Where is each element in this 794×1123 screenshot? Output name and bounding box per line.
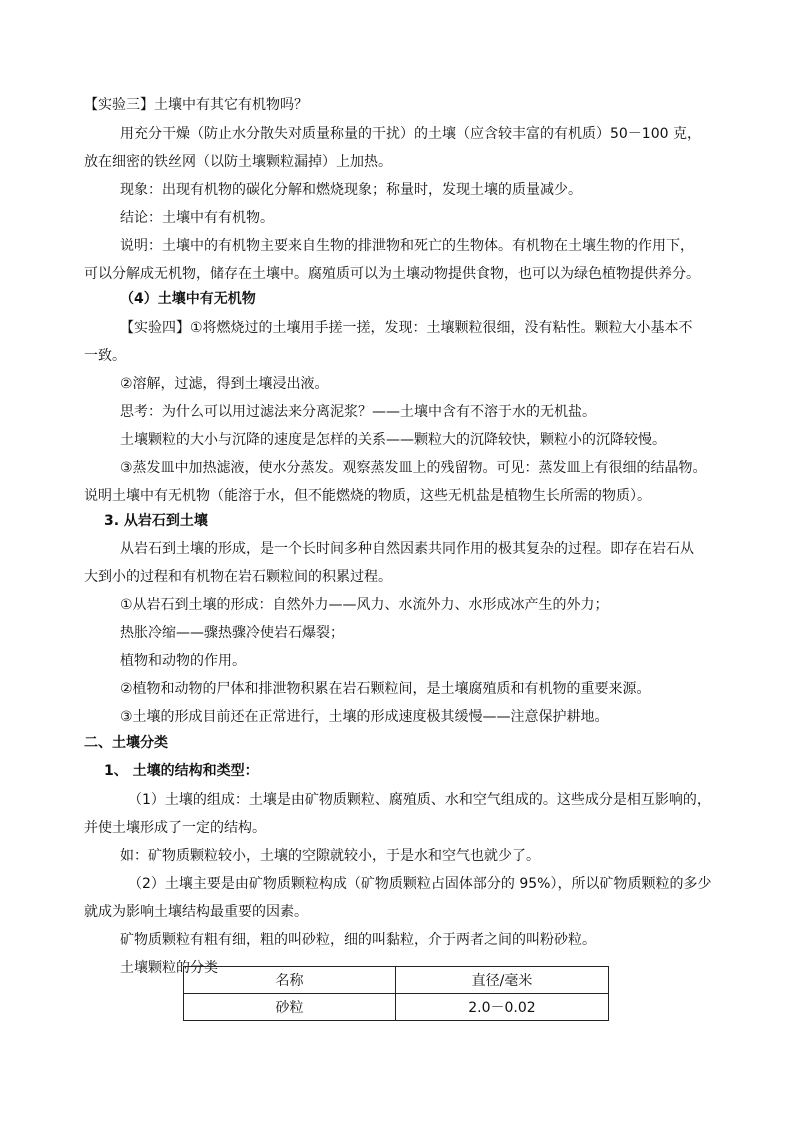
paragraph-line: （1）土壤的组成：土壤是由矿物质颗粒、腐殖质、水和空气组成的。这些成分是相互影响的，: [128, 792, 711, 808]
paragraph-line: 如：矿物质颗粒较小，土壤的空隙就较小，于是水和空气也就少了。: [120, 848, 540, 864]
paragraph-line: 并使土壤形成了一定的结构。: [84, 820, 266, 836]
paragraph-line: 思考：为什么可以用过滤法来分离泥浆？——土壤中含有不溶于水的无机盐。: [120, 404, 596, 420]
table-cell: 2.0－0.02: [395, 994, 608, 1021]
table-header-cell: 名称: [184, 967, 396, 994]
paragraph-line: 现象：出现有机物的碳化分解和燃烧现象；称量时，发现土壤的质量减少。: [120, 182, 582, 198]
paragraph-line: ②溶解，过滤，得到土壤浸出液。: [120, 376, 329, 392]
paragraph-line: 从岩石到土壤的形成，是一个长时间多种自然因素共同作用的极其复杂的过程。即存在岩石从: [120, 541, 694, 557]
paragraph-line: 矿物质颗粒有粗有细，粗的叫砂粒，细的叫黏粒，介于两者之间的叫粉砂粒。: [120, 932, 596, 948]
section-heading-rock-to-soil: 3. 从岩石到土壤: [104, 513, 208, 529]
paragraph-line: 用充分干燥（防止水分散失对质量称量的干扰）的土壤（应含较丰富的有机质）50－100 克，: [120, 126, 701, 142]
paragraph-line: 大到小的过程和有机物在岩石颗粒间的积累过程。: [84, 569, 392, 585]
soil-particle-table: [183, 966, 609, 1021]
paragraph-line: 说明：土壤中的有机物主要来自生物的排泄物和死亡的生物体。有机物在土壤生物的作用下，: [120, 238, 694, 254]
section-heading-inorganic: （4）土壤中有无机物: [120, 291, 256, 307]
table-caption: 土壤颗粒的分类: [120, 960, 218, 976]
section-heading-structure-types: 1、 土壤的结构和类型：: [104, 763, 259, 779]
paragraph-line: 热胀冷缩——骤热骤冷使岩石爆裂；: [120, 625, 344, 641]
table-cell: 砂粒: [184, 994, 396, 1021]
paragraph-line: 植物和动物的作用。: [120, 653, 246, 669]
paragraph-line: ①从岩石到土壤的形成：自然外力——风力、水流外力、水形成冰产生的外力；: [120, 597, 609, 613]
paragraph-line: 一致。: [84, 348, 126, 364]
table-row: [184, 994, 609, 1021]
paragraph-line: 说明土壤中有无机物（能溶于水，但不能燃烧的物质，这些无机盐是植物生长所需的物质）。: [84, 488, 651, 504]
paragraph-line: 结论：土壤中有有机物。: [120, 210, 274, 226]
table-header-cell: 直径/毫米: [395, 967, 608, 994]
paragraph-line: 土壤颗粒的大小与沉降的速度是怎样的关系——颗粒大的沉降较快，颗粒小的沉降较慢。: [120, 432, 666, 448]
paragraph-line: 可以分解成无机物，储存在土壤中。腐殖质可以为土壤动物提供食物，也可以为绿色植物提供养分。: [84, 266, 700, 282]
experiment-3-heading: 【实验三】土壤中有其它有机物吗？: [84, 97, 308, 113]
paragraph-line: ③土壤的形成目前还在正常进行，土壤的形成速度极其缓慢——注意保护耕地。: [120, 709, 609, 725]
paragraph-line: ③蒸发皿中加热滤液，使水分蒸发。观察蒸发皿上的残留物。可见：蒸发皿上有很细的结晶物。: [120, 460, 707, 476]
paragraph-line: 【实验四】①将燃烧过的土壤用手搓一搓，发现：土壤颗粒很细，没有粘性。颗粒大小基本不: [120, 320, 693, 336]
paragraph-line: （2）土壤主要是由矿物质颗粒构成（矿物质颗粒占固体部分的 95%），所以矿物质颗粒的多少: [128, 876, 712, 892]
section-heading-soil-classification: 二、土壤分类: [84, 735, 168, 751]
table-header-row: [184, 967, 609, 994]
paragraph-line: 放在细密的铁丝网（以防土壤颗粒漏掉）上加热。: [84, 154, 392, 170]
paragraph-line: ②植物和动物的尸体和排泄物积累在岩石颗粒间，是土壤腐殖质和有机物的重要来源。: [120, 681, 651, 697]
paragraph-line: 就成为影响土壤结构最重要的因素。: [84, 904, 308, 920]
